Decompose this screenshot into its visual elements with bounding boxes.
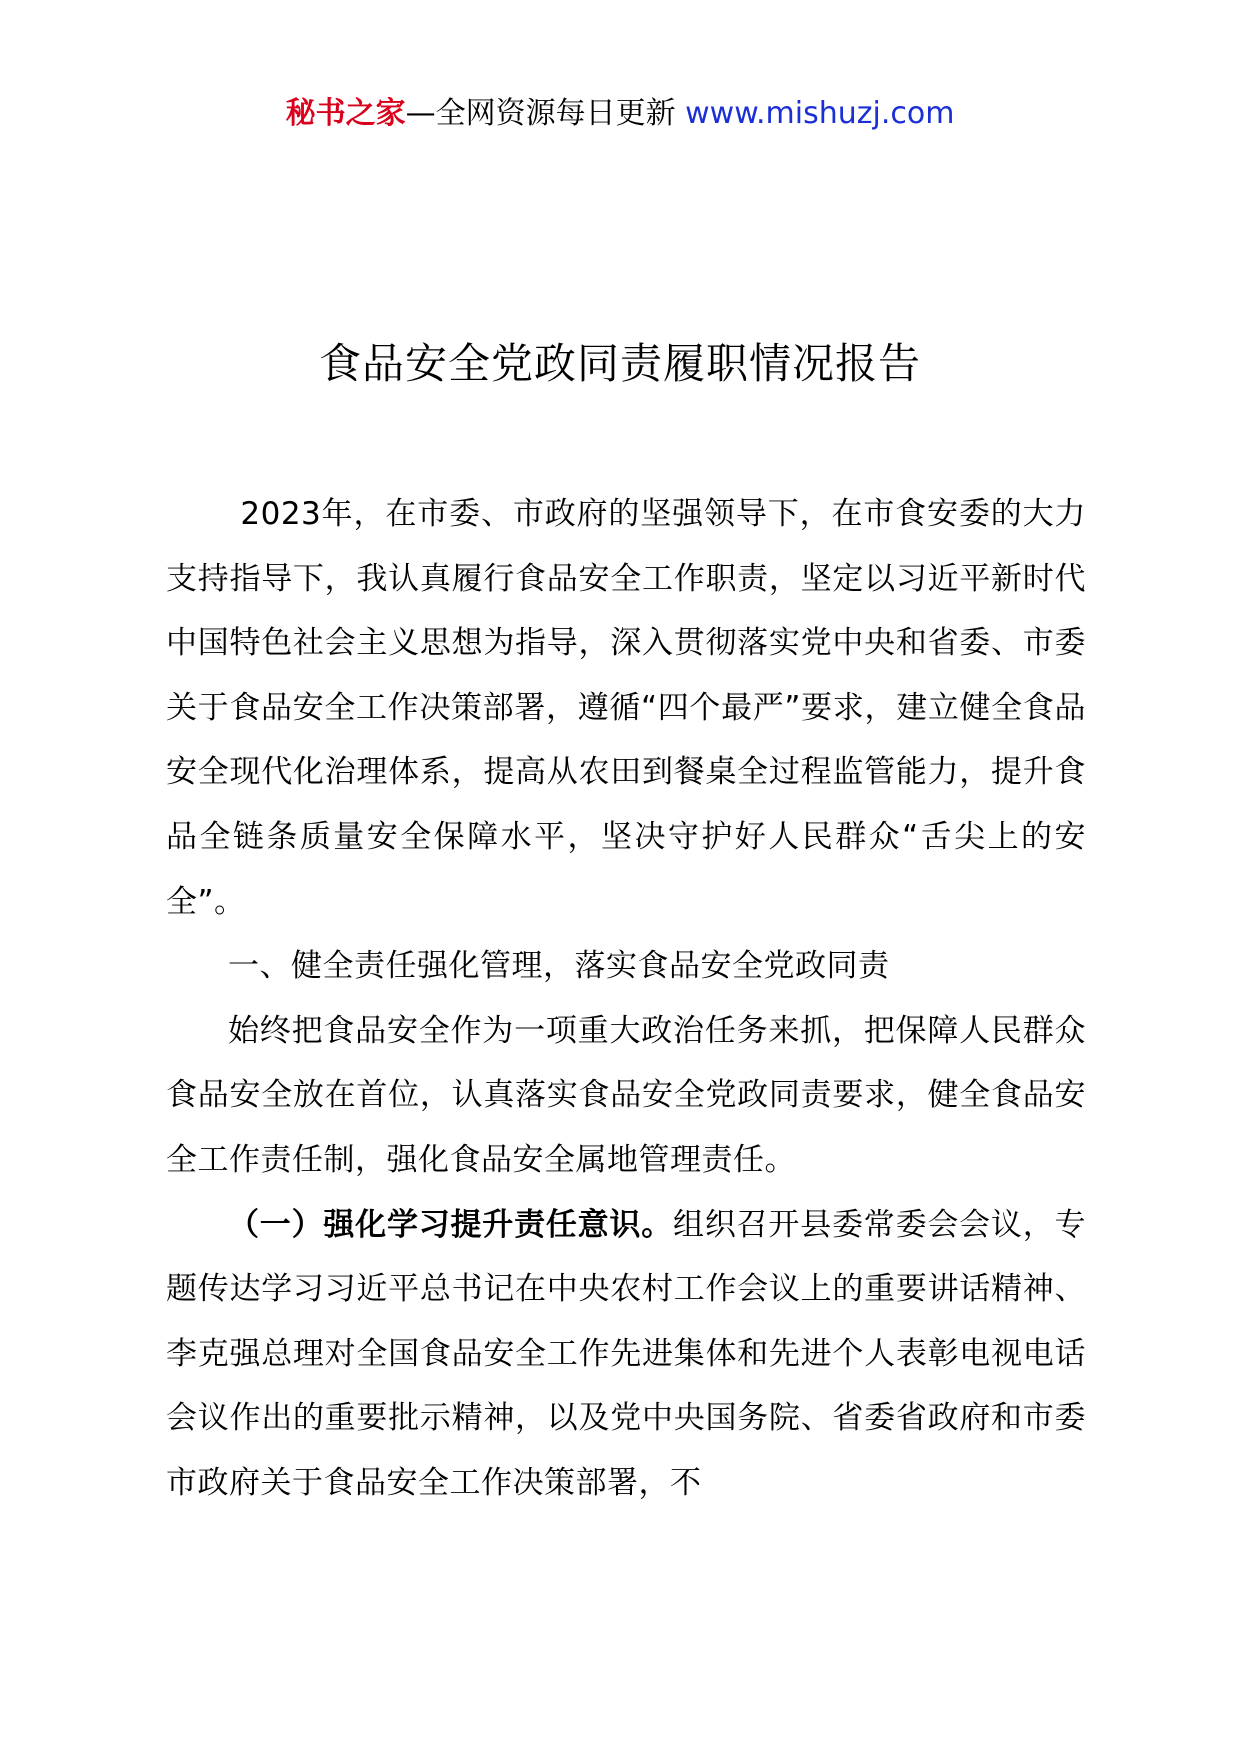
document-title: 食品安全党政同责履职情况报告 [318, 339, 921, 388]
subsection-1-paragraph [166, 1193, 1086, 1516]
site-brand: 秘书之家 [285, 96, 406, 131]
site-header [0, 96, 1240, 132]
section-1-paragraph: 始终把食品安全作为一项重大政治任务来抓，把保障人民群众食品安全放在首位，认真落实食品安全党政同责要求，健全食品安全工作责任制，强化食品安全属地管理责任。 [166, 1012, 1086, 1178]
subsection-1-text: 组织召开县委常委会会议，专题传达学习习近平总书记在中央农村工作会议上的重要讲话精神、李克强总理对全国食品安全工作先进集体和先进个人表彰电视电话会议作出的重要批示精神，以及党中央国务院、省委省政府和市委市政府关于食品安全工作决策部署，不 [166, 1206, 1087, 1501]
subsection-heading-1: （一）强化学习提升责任意识。 [228, 1206, 674, 1243]
section-heading-1: 一、健全责任强化管理，落实食品安全党政同责 [228, 948, 890, 985]
site-tagline: —全网资源每日更新 [405, 96, 686, 131]
document-body [166, 482, 1086, 1516]
intro-paragraph: 2023年，在市委、市政府的坚强领导下，在市食安委的大力支持指导下，我认真履行食品安全工作职责，坚定以习近平新时代中国特色社会主义思想为指导，深入贯彻落实党中央和省委、市委关于食品安全工作决策部署，遵循“四个最严”要求，建立健全食品安全现代化治理体系，提高从农田到餐桌全过程监管能力，提升食品全链条质量安全保障水平，坚决守护好人民群众“舌尖上的安全”。 [166, 496, 1086, 920]
site-url-link[interactable]: www.mishuzj.com [685, 96, 955, 131]
